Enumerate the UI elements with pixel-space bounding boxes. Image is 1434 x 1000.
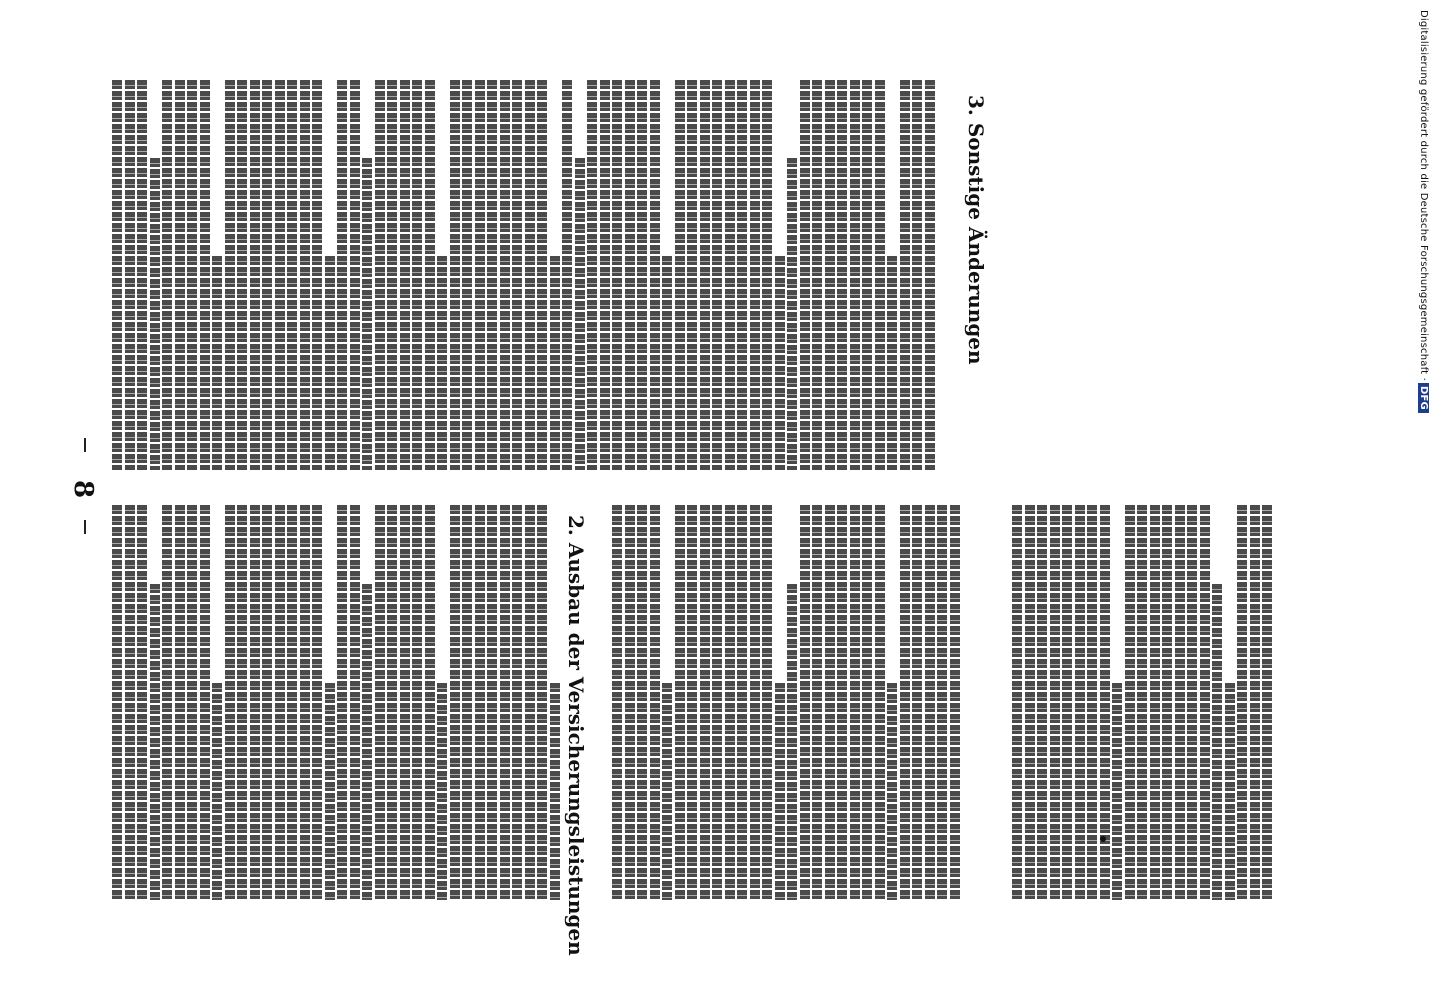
text-line <box>862 505 872 900</box>
text-line <box>875 80 885 470</box>
text-line <box>725 505 735 900</box>
text-line <box>162 505 172 900</box>
bullet-mark <box>1100 836 1106 842</box>
text-line <box>462 505 472 900</box>
text-line <box>512 505 522 900</box>
text-line <box>175 80 185 470</box>
text-line <box>587 80 597 470</box>
text-line <box>112 505 122 900</box>
text-line <box>400 80 410 470</box>
text-line <box>637 80 647 470</box>
text-line <box>775 256 785 471</box>
text-line <box>762 505 772 900</box>
text-line <box>300 80 310 470</box>
text-line <box>775 683 785 900</box>
text-line <box>800 80 810 470</box>
text-line <box>1075 505 1085 900</box>
text-line <box>875 505 885 900</box>
text-line <box>1175 505 1185 900</box>
text-line <box>850 80 860 470</box>
text-line <box>1250 505 1260 900</box>
text-line <box>312 80 322 470</box>
text-line <box>600 80 610 470</box>
text-line <box>337 80 347 470</box>
text-line <box>387 505 397 900</box>
text-line <box>950 505 960 900</box>
text-line <box>887 683 897 900</box>
text-line <box>1137 505 1147 900</box>
text-line <box>612 505 622 900</box>
text-line <box>1162 505 1172 900</box>
text-line <box>475 80 485 470</box>
page-number-dash-right <box>84 438 86 452</box>
text-line <box>662 683 672 900</box>
text-line <box>1187 505 1197 900</box>
text-line <box>912 80 922 470</box>
text-line <box>687 505 697 900</box>
text-line <box>712 80 722 470</box>
text-line <box>362 158 372 470</box>
text-line <box>475 505 485 900</box>
digitization-stamp <box>1418 10 1429 413</box>
stamp-wrap <box>1417 10 1434 413</box>
text-line <box>500 505 510 900</box>
text-column-upper <box>112 80 942 470</box>
text-line <box>200 505 210 900</box>
heading-3-wrap <box>964 95 988 365</box>
text-line <box>1087 505 1097 900</box>
text-line <box>862 80 872 470</box>
text-line <box>112 80 122 470</box>
text-line <box>1125 505 1135 900</box>
text-line <box>800 505 810 900</box>
text-line <box>837 505 847 900</box>
text-line <box>237 80 247 470</box>
text-column-lower <box>112 505 1272 900</box>
text-line <box>512 80 522 470</box>
text-line <box>537 505 547 900</box>
text-line <box>375 505 385 900</box>
text-line <box>125 80 135 470</box>
text-line <box>787 158 797 470</box>
text-line <box>737 80 747 470</box>
text-line <box>437 256 447 471</box>
text-line <box>487 80 497 470</box>
text-line <box>150 158 160 470</box>
text-line <box>1025 505 1035 900</box>
text-line <box>762 80 772 470</box>
text-line <box>912 505 922 900</box>
text-line <box>237 505 247 900</box>
text-line <box>925 80 935 470</box>
text-line <box>750 505 760 900</box>
text-line <box>525 80 535 470</box>
text-line <box>1150 505 1160 900</box>
heading-2-wrap <box>564 515 588 956</box>
text-line <box>375 80 385 470</box>
text-line <box>650 80 660 470</box>
text-line <box>612 80 622 470</box>
page-number-wrap <box>68 480 98 498</box>
text-line <box>350 505 360 900</box>
text-line <box>137 505 147 900</box>
text-line <box>650 505 660 900</box>
text-line <box>287 505 297 900</box>
text-line <box>487 505 497 900</box>
text-line <box>900 80 910 470</box>
text-line <box>1212 584 1222 900</box>
text-line <box>1062 505 1072 900</box>
text-line <box>175 505 185 900</box>
text-line <box>262 80 272 470</box>
text-line <box>787 584 797 900</box>
text-line <box>700 505 710 900</box>
text-line <box>300 505 310 900</box>
text-line <box>462 80 472 470</box>
text-line <box>750 80 760 470</box>
text-line <box>450 80 460 470</box>
text-line <box>500 80 510 470</box>
text-line <box>1050 505 1060 900</box>
text-line <box>437 683 447 900</box>
section-heading-3: 3. Sonstige Änderungen <box>964 95 988 365</box>
text-line <box>687 80 697 470</box>
text-line <box>425 505 435 900</box>
text-line <box>262 505 272 900</box>
dfg-logo: DFG <box>1418 383 1429 413</box>
text-line <box>900 505 910 900</box>
text-line <box>575 158 585 470</box>
text-line <box>287 80 297 470</box>
text-line <box>1200 505 1210 900</box>
text-line <box>412 80 422 470</box>
text-line <box>425 80 435 470</box>
text-line <box>550 683 560 900</box>
page-number: 8 <box>68 480 98 499</box>
text-line <box>637 505 647 900</box>
text-line <box>187 505 197 900</box>
text-line <box>337 505 347 900</box>
text-line <box>200 80 210 470</box>
text-line <box>137 80 147 470</box>
text-line <box>275 505 285 900</box>
text-line <box>625 505 635 900</box>
text-line <box>362 584 372 900</box>
text-line <box>187 80 197 470</box>
text-line <box>887 256 897 471</box>
text-line <box>925 505 935 900</box>
text-line <box>1037 505 1047 900</box>
text-line <box>212 256 222 471</box>
text-line <box>812 80 822 470</box>
text-line <box>675 80 685 470</box>
text-line <box>350 80 360 470</box>
text-line <box>312 505 322 900</box>
text-line <box>550 256 560 471</box>
text-line <box>725 80 735 470</box>
text-line <box>412 505 422 900</box>
text-line <box>937 505 947 900</box>
text-line <box>400 505 410 900</box>
text-line <box>675 505 685 900</box>
text-line <box>850 505 860 900</box>
text-line <box>387 80 397 470</box>
text-line <box>700 80 710 470</box>
text-line <box>562 80 572 470</box>
text-line <box>825 80 835 470</box>
page-number-dash-left <box>84 520 86 534</box>
text-line <box>737 505 747 900</box>
text-line <box>275 80 285 470</box>
text-line <box>150 584 160 900</box>
text-line <box>625 80 635 470</box>
section-heading-2: 2. Ausbau der Versicherungsleistungen <box>564 515 588 956</box>
text-line <box>250 505 260 900</box>
text-line <box>1225 683 1235 900</box>
text-line <box>450 505 460 900</box>
text-line <box>712 505 722 900</box>
text-line <box>1112 683 1122 900</box>
text-line <box>525 505 535 900</box>
text-line <box>1012 505 1022 900</box>
text-line <box>537 80 547 470</box>
text-line <box>1262 505 1272 900</box>
text-line <box>212 683 222 900</box>
text-line <box>812 505 822 900</box>
text-line <box>325 256 335 471</box>
text-line <box>125 505 135 900</box>
text-line <box>825 505 835 900</box>
text-line <box>662 256 672 471</box>
text-line <box>325 683 335 900</box>
text-line <box>162 80 172 470</box>
text-line <box>250 80 260 470</box>
text-line <box>837 80 847 470</box>
text-line <box>225 505 235 900</box>
text-line <box>1237 505 1247 900</box>
stamp-text: Digitalisierung gefördert durch die Deutsche Forschungsgemeinschaft · <box>1418 10 1429 381</box>
text-line <box>225 80 235 470</box>
